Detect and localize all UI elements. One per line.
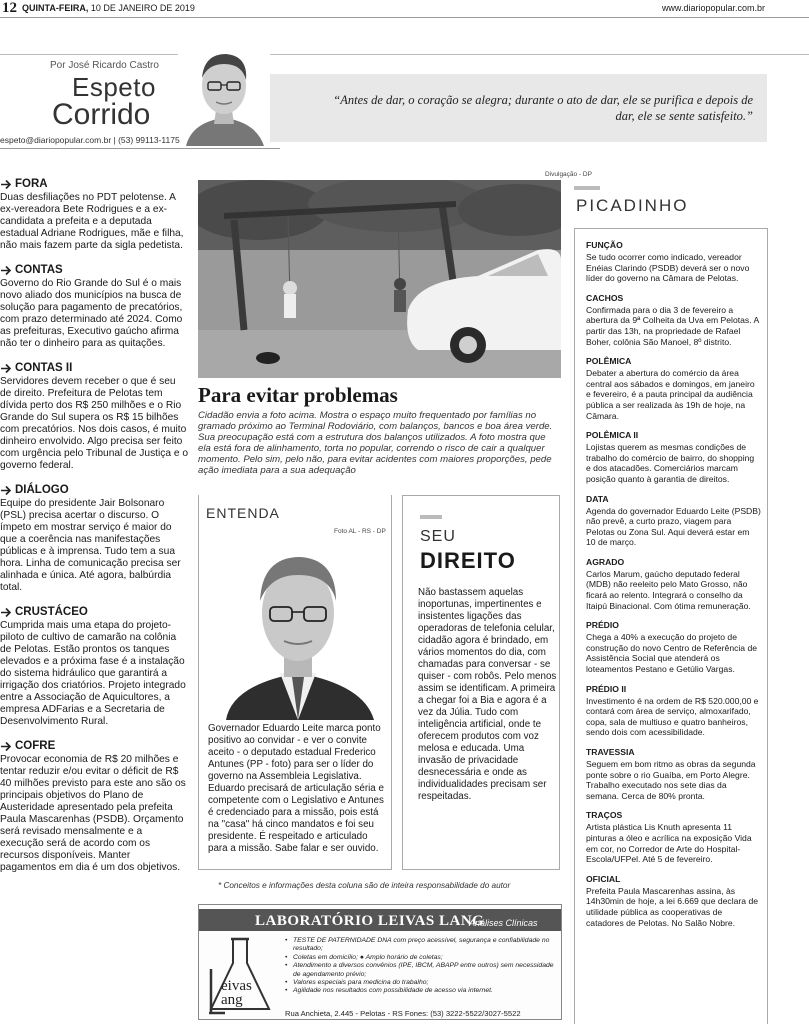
note-heading-label: CONTAS — [15, 264, 63, 276]
picadinho-heading: FUNÇÃO — [586, 240, 623, 250]
ad-logo-line1: eivas — [221, 978, 252, 994]
picadinho-item — [586, 620, 761, 674]
picadinho-heading: PRÉDIO — [586, 620, 619, 631]
note-text: Duas desfiliações no PDT pelotense. A ex-vereadora Bete Rodrigues e a ex-candidata a prefeita e a deputada estadual Adriane Rodrigues, mãe e filha, não mais fazem parte da sigla pedetista. — [0, 192, 184, 251]
ad-services-list — [285, 937, 557, 996]
header-divider — [0, 54, 809, 55]
ad-address: Rua Anchieta, 2.445 - Pelotas - RS Fones: (53) 3222-5522/3027-5522 — [285, 1009, 521, 1018]
picadinho-heading: AGRADO — [586, 556, 625, 567]
ad-title: LABORATÓRIO LEIVAS LANG — [255, 913, 485, 929]
entenda-title: ENTENDA — [206, 505, 280, 521]
column-quote: “Antes de dar, o coração se alegra; durante o ato de dar, ele se purifica e depois de dar, ele se sente satisfeito.” — [333, 93, 753, 124]
ad-service-item: • Agilidade nos resultados com possibilidade de acesso via internet. — [285, 987, 557, 995]
note-dialogo — [0, 484, 188, 594]
page-date-weekday: QUINTA-FEIRA, — [22, 3, 89, 13]
note-heading-label: FORA — [15, 178, 48, 190]
column-byline: Por José Ricardo Castro — [50, 60, 159, 71]
picadinho-heading: TRAÇOS — [586, 810, 623, 821]
picadinho-accent — [574, 186, 600, 190]
note-heading-label: CRUSTÁCEO — [15, 606, 88, 618]
picadinho-text: Debater a abertura do comércio da área central aos sábados e domingos, em janeiro e fevereiro, é a pauta principal da audiência pública a ser realizada às 19h de hoje, na Câmara. — [586, 368, 755, 421]
ad-service-item: • Coletas em domicílio; ● Amplo horário de coletas; — [285, 954, 557, 962]
note-heading — [0, 606, 188, 618]
note-heading — [0, 264, 188, 276]
page-number: 12 — [2, 0, 17, 16]
ad-logo-line2: ang — [221, 992, 243, 1008]
note-text: Equipe do presidente Jair Bolsonaro (PSL) precisa acertar o discurso. O ímpeto em mostrar serviço é maior do que a coerência nas manifestações públicas e à imprensa. Tudo tem a sua hora. Linha de comunicação precisa ser alinhada e única. Até agora, balbúrdia total. — [0, 498, 181, 593]
arrow-right-icon — [0, 607, 12, 618]
picadinho-text: Investimento é na ordem de R$ 520.000,00 e contará com área de serviço, almoxarifado, copa, sala de multiuso e quatro banheiros, sendo dois com acessibilidade. — [586, 695, 759, 738]
website-url[interactable]: www.diariopopular.com.br — [661, 3, 765, 13]
lab-advertisement[interactable] — [198, 904, 562, 1020]
picadinho-heading: TRAVESSIA — [586, 747, 635, 757]
picadinho-text: Prefeita Paula Mascarenhas assina, às 14h30min de hoje, a lei 6.669 que declara de utilidade pública as cooperativas de catadores de Pelotas. No Salão Nobre. — [586, 885, 759, 928]
picadinho-text: Confirmada para o dia 3 de fevereiro a abertura da 9ª Colheita da Uva em Pelotas. A partir das 13h, na propriedade de Rafael Boher, colônia São Manoel, 8º distrito. — [586, 304, 759, 347]
note-cofre — [0, 740, 188, 874]
seu-direito-title-small: SEU — [420, 528, 456, 545]
page-date-rest: 10 DE JANEIRO DE 2019 — [88, 3, 195, 13]
ad-service-item: • TESTE DE PATERNIDADE DNA com preço acessível, segurança e confiabilidade no resultado; — [285, 937, 557, 954]
picadinho-heading: POLÊMICA II — [586, 430, 639, 441]
picadinho-item — [586, 874, 761, 928]
note-heading-label: COFRE — [15, 740, 56, 752]
main-lede: Cidadão envia a foto acima. Mostra o espaço muito frequentado por famílias no gramado próximo ao Terminal Rodoviário, com balanços, bancos e boa área verde. Sua preocupação está com a estrutura dos balanços utilizados. A foto mostra que ela está fora de alinhamento, torta no popular, correndo o risco de cair a qualquer momento. Pelo sim, pelo não, para evitar acidentes com maiores proporções, pede ação imediata para a sua adequação — [198, 410, 553, 476]
arrow-right-icon — [0, 363, 12, 374]
entenda-text: Governador Eduardo Leite marca ponto positivo ao convidar - e ver o convite aceito - o deputado estadual Frederico Antunes (PP - foto) para ser o líder do governo na Assembleia Legislativa. Eduardo precisará de articulação séria e competente com o Legislativo e Antunes é credenciado para a missão, pois está na "casa" há cinco mandatos e foi seu presidente. É respeitado e articulado para a missão. Sabe falar e ser ouvido. — [208, 723, 384, 854]
picadinho-text: Lojistas querem as mesmas condições de trabalho do comércio de bairro, do shopping e dos atacadões. Comerciários marcam posição quanto à garantia de direitos. — [586, 442, 755, 484]
note-text: Servidores devem receber o que é seu de direito. Prefeitura de Pelotas tem dívida perto dos R$ 250 milhões e o Rio Grande do Sul supera os R$ 15 bilhões com precatórios. Nos dois casos, é muito dinheiro envolvido. Algo precisa ser feito com urgência pelo Tribunal de Justiça e o governo federal. — [0, 376, 189, 471]
note-heading-label: CONTAS II — [15, 362, 73, 374]
arrow-right-icon — [0, 485, 12, 496]
note-contas — [0, 264, 188, 350]
picadinho-heading: CACHOS — [586, 292, 624, 303]
seu-direito-text: Não bastassem aquelas inoportunas, impertinentes e insistentes ligações das operadoras de telefonia celular, cidadão agora é brindado, em vários momentos do dia, com chamadas para conversar - se quiser - com robôs. Pelo menos assim se identificam. A primeira a chegar foi a Bia e agora é a vez da Júlia. Tudo com inteligência artificial, onde te oferecem produtos com voz melosa e educada. Uma invasão de privacidade desnecessária e onde as individualidades precisam ser respeitadas. — [418, 587, 557, 802]
note-text: Cumprida mais uma etapa do projeto-piloto de cultivo de camarão na colônia de Pelotas. Estão prontos os tanques elevados e a próxima fase é a instalação do sistema hidráulico que garantirá a irrigação dos criatórios. Projeto integrado entre a Associação de Aquicultores, a empresa ADFarias e a Secretaria de Desenvolvimento Rural. — [0, 620, 186, 727]
seu-direito-accent — [420, 515, 442, 519]
arrow-right-icon — [0, 741, 12, 752]
picadinho-heading: PRÉDIO II — [586, 683, 627, 694]
column-kicker: Espeto — [72, 72, 156, 102]
note-contas-ii — [0, 362, 188, 472]
playground-swing-photo — [198, 180, 561, 378]
picadinho-item — [586, 810, 761, 864]
picadinho-list — [586, 240, 761, 937]
page-date — [22, 3, 195, 13]
picadinho-item — [586, 747, 761, 801]
column-title: Corrido — [52, 98, 151, 131]
arrow-right-icon — [0, 179, 12, 190]
picadinho-heading: OFICIAL — [586, 873, 621, 884]
picadinho-text: Agenda do governador Eduardo Leite (PSDB) não prevê, a curto prazo, viagem para Pelotas ou Zona Sul. Aqui deverá estar em 10 de março. — [586, 505, 761, 548]
note-heading — [0, 178, 188, 190]
note-text: Governo do Rio Grande do Sul é o mais novo aliado dos municípios na busca de solução para pagamento de precatórios, com prazo determinado até 2024. Como as prefeituras, Executivo gaúcho afirma não ter o dinheiro para as quitações. — [0, 278, 183, 349]
note-text: Provocar economia de R$ 20 milhões e tentar reduzir e/ou evitar o déficit de R$ 40 milhões previsto para este ano são os principais objetivos do Plano de Austeridade apresentado pela prefeita Paula Mascarenhas (PSDB). Orçamento será revisado mensalmente e a execução será de acordo com os recursos disponíveis. Manter pagamentos em dia é um dos objetivos. — [0, 754, 186, 873]
note-heading — [0, 484, 188, 496]
picadinho-item — [586, 240, 761, 284]
picadinho-item — [586, 557, 761, 611]
author-disclaimer: * Conceitos e informações desta coluna são de inteira responsabilidade do autor — [218, 881, 511, 890]
arrow-right-icon — [0, 265, 12, 276]
note-heading — [0, 362, 188, 374]
note-heading — [0, 740, 188, 752]
main-photo-credit: Divulgação - DP — [545, 171, 592, 178]
picadinho-text: Chega a 40% a execução do projeto de construção do novo Centro de Referência de Assistência Social que atenderá os loteamentos Pestano e Getúlio Vargas. — [586, 632, 758, 675]
ad-service-item: • Valores especiais para medicina do trabalho; — [285, 979, 557, 987]
columnist-portrait — [178, 40, 270, 146]
picadinho-heading: DATA — [586, 493, 609, 504]
picadinho-text: Carlos Marum, gaúcho deputado federal (MDB) não reeleito pelo Mato Grosso, não ficará ao relento. Integrará o conselho da Itaipú Binacional. Com ótima remuneração. — [586, 568, 751, 611]
picadinho-text: Artista plástica Lis Knuth apresenta 11 pinturas a óleo e acrílica na exposição Vida em cor, no Corredor de Arte do Hospital-Escola/UFPel. Até 5 de fevereiro. — [586, 822, 752, 865]
picadinho-text: Se tudo ocorrer como indicado, vereador Enéias Clarindo (PSDB) deverá ser o novo líder do governo na Câmara de Pelotas. — [586, 252, 750, 284]
picadinho-item — [586, 494, 761, 548]
picadinho-item — [586, 293, 761, 347]
ad-service-item: • Atendimento a diversos convênios (IPE, IBCM, ABAPP entre outros) sem necessidade de agendamento prévio; — [285, 962, 557, 979]
note-fora — [0, 178, 188, 252]
left-column — [0, 178, 188, 886]
contact-divider — [0, 148, 280, 149]
columnist-contact[interactable]: espeto@diariopopular.com.br | (53) 99113-1175 — [0, 135, 180, 145]
politician-portrait — [218, 535, 380, 720]
entenda-photo-credit: Foto AL - RS - DP — [334, 528, 386, 535]
main-headline: Para evitar problemas — [198, 383, 398, 407]
picadinho-item — [586, 684, 761, 738]
picadinho-item — [586, 356, 761, 421]
note-heading-label: DIÁLOGO — [15, 484, 69, 496]
picadinho-heading: POLÊMICA — [586, 356, 632, 367]
seu-direito-title: DIREITO — [420, 548, 516, 573]
picadinho-item — [586, 430, 761, 484]
quote-band — [270, 74, 767, 142]
ad-subtitle: Análises Clínicas — [469, 918, 538, 928]
note-crustaceo — [0, 606, 188, 728]
picadinho-text: Seguem em bom ritmo as obras da segunda ponte sobre o rio Guaíba, em Porto Alegre. Trabalho executado nos sete dias da semana. Cerca de 80% pronta. — [586, 759, 756, 801]
ad-logo-text — [221, 979, 252, 1007]
picadinho-title: PICADINHO — [576, 196, 689, 215]
ad-header-band — [199, 909, 561, 931]
